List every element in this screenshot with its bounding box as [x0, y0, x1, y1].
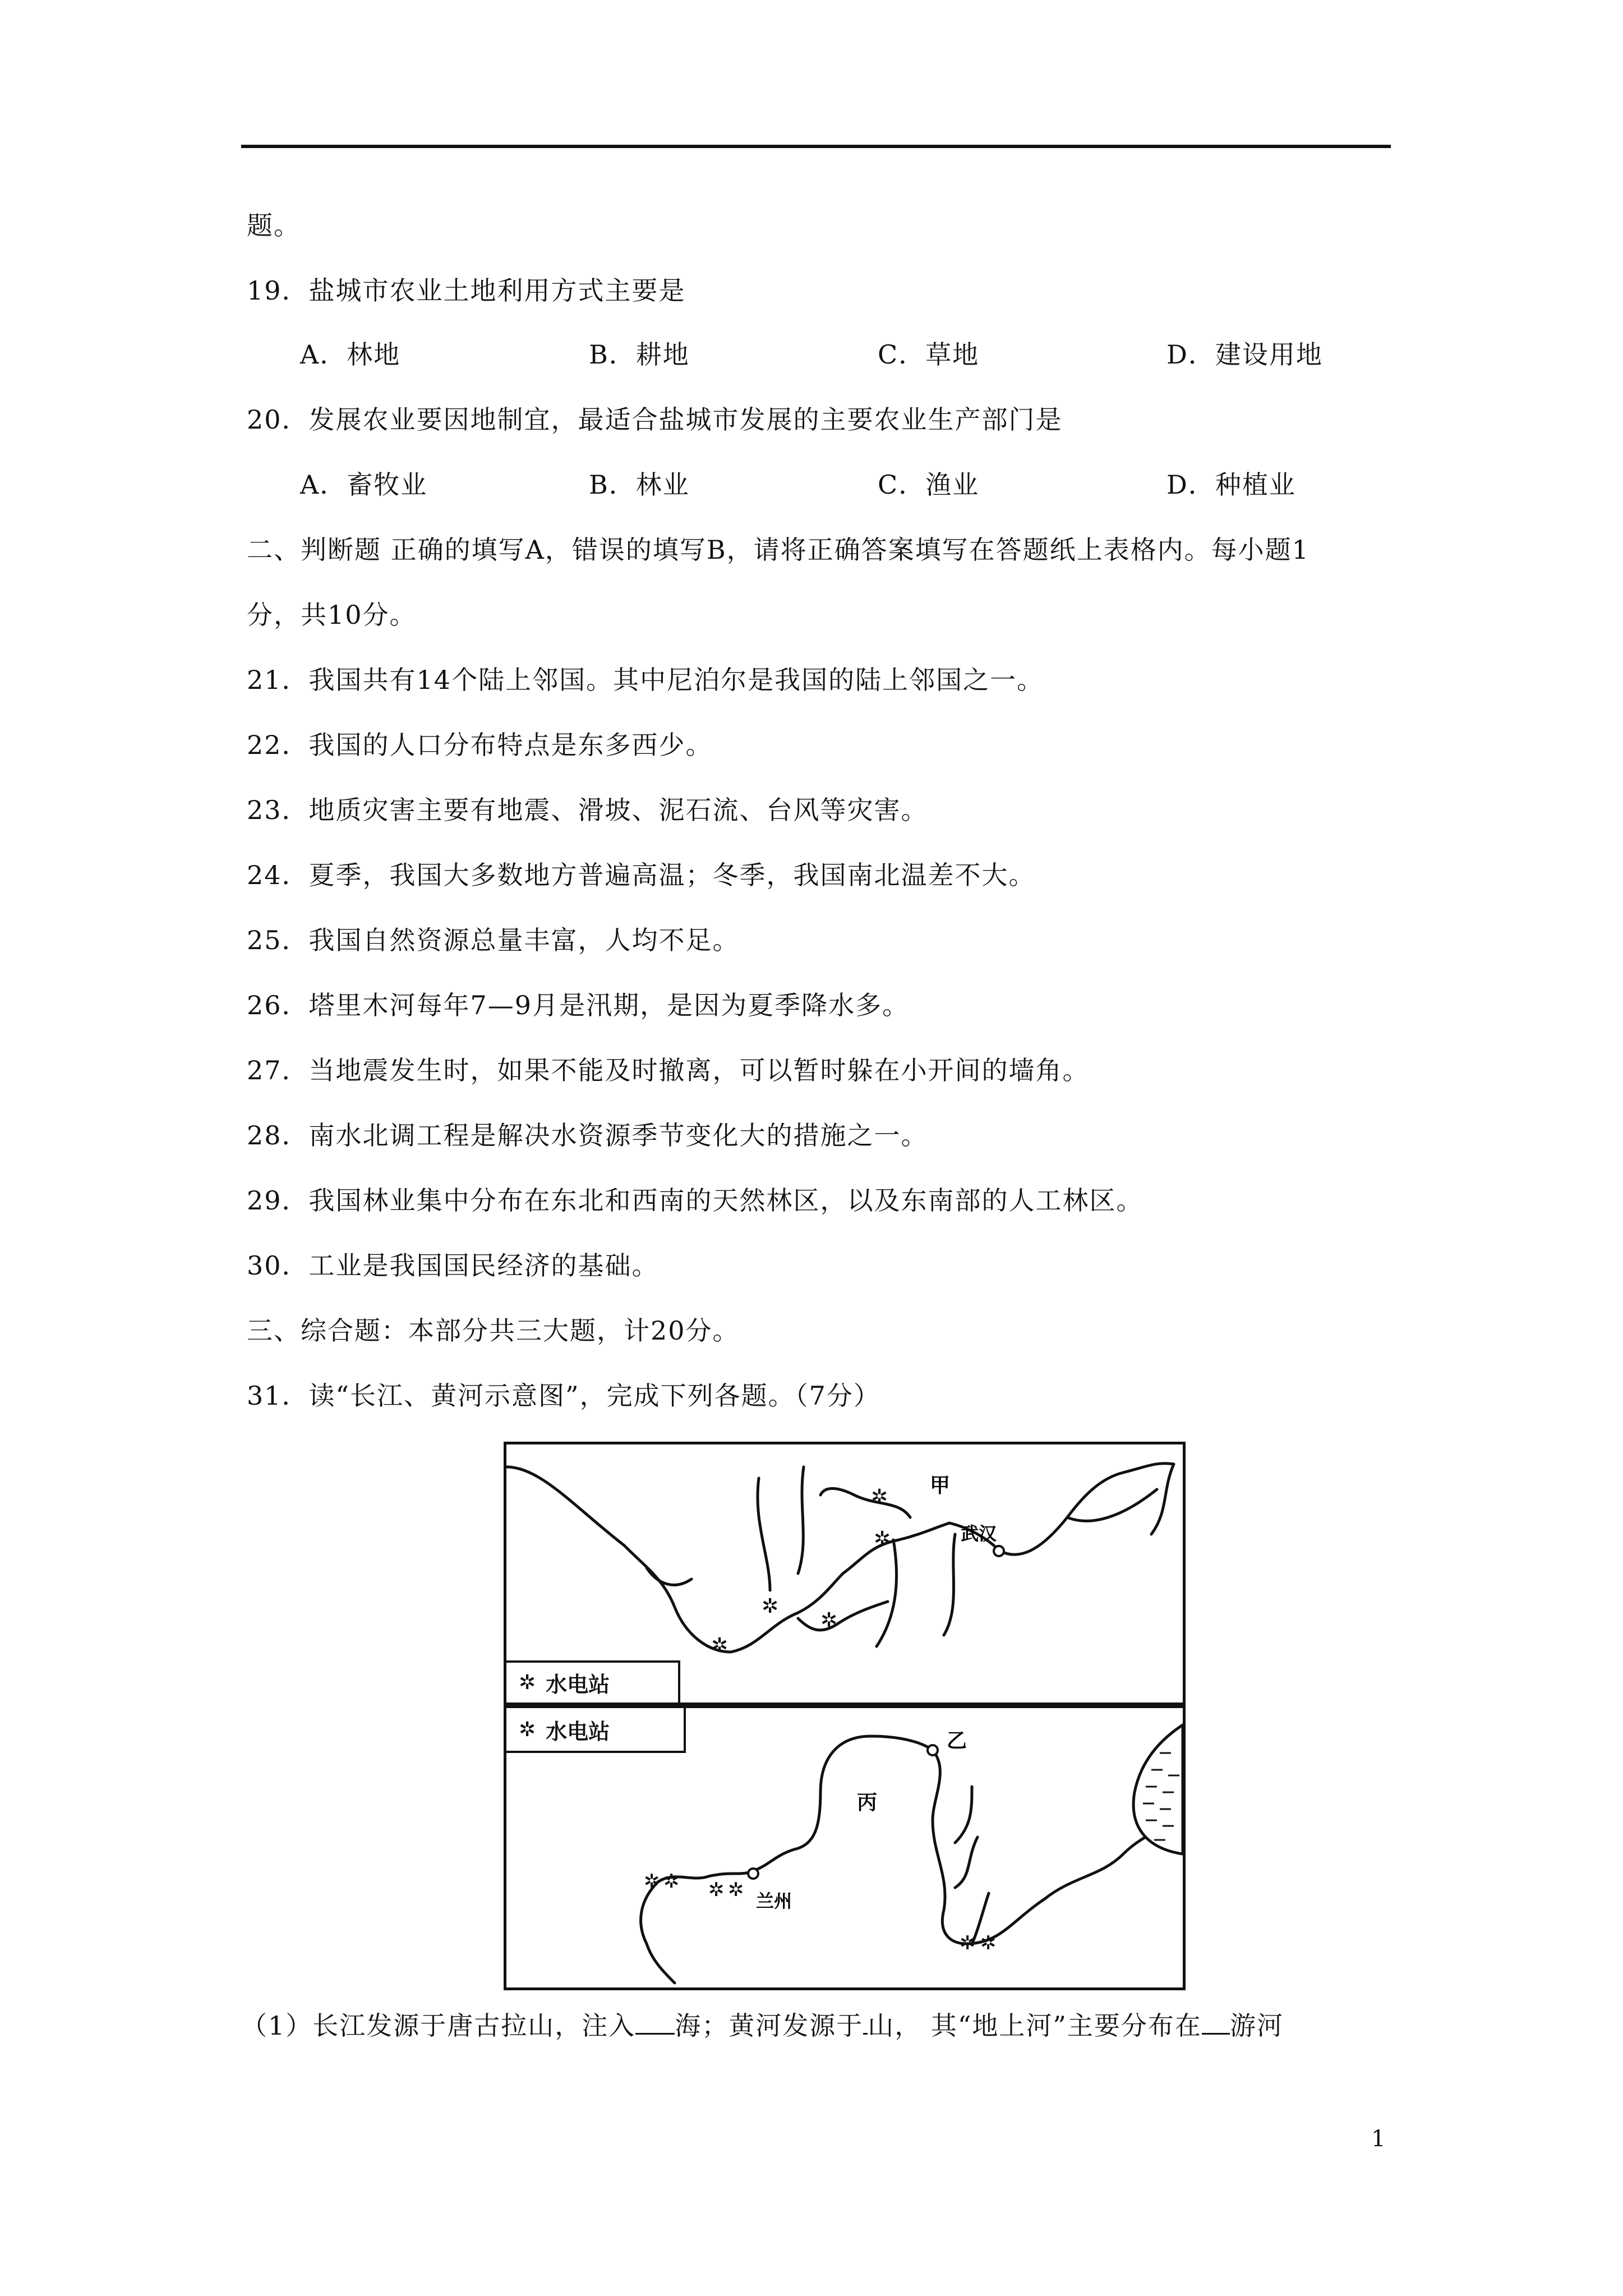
q19-option-a: A．林地	[300, 339, 401, 370]
yangtze-river-map	[504, 1442, 1186, 1705]
city-marker-icon	[748, 1869, 758, 1879]
q31-1-text-d: 游河	[1229, 2010, 1284, 2041]
point-marker-icon	[928, 1745, 938, 1755]
question-31-1	[241, 2008, 1284, 2042]
hydropower-station-icon: ✲	[874, 1527, 891, 1550]
continued-text: 题。	[247, 210, 301, 241]
judgment-24: 24．夏季，我国大多数地方普遍高温；冬季，我国南北温差不大。	[247, 860, 1036, 890]
judgment-22: 22．我国的人口分布特点是东多西少。	[247, 730, 713, 760]
map-label-yi: 乙	[947, 1729, 967, 1752]
hydropower-station-icon: ✲	[960, 1932, 976, 1954]
page-number: 1	[1371, 2126, 1386, 2152]
q19-option-d: D．建设用地	[1166, 339, 1323, 370]
map-label-lanzhou: 兰州	[756, 1890, 792, 1912]
q31-1-text-c: 山， 其“地上河”主要分布在	[868, 2010, 1202, 2041]
yellow-river-map	[504, 1705, 1186, 1990]
hydropower-station-icon: ✲	[519, 1718, 536, 1741]
hydropower-station-icon: ✲	[871, 1485, 888, 1508]
question-31: 31．读“长江、黄河示意图”，完成下列各题。（7分）	[247, 1381, 880, 1411]
city-marker-icon	[994, 1546, 1004, 1556]
map-label-jia: 甲	[930, 1474, 951, 1497]
judgment-25: 25．我国自然资源总量丰富，人均不足。	[247, 925, 740, 955]
q19-option-b: B．耕地	[589, 339, 690, 370]
q19-option-c: C．草地	[878, 339, 980, 370]
hydropower-station-icon: ✲	[663, 1870, 680, 1893]
hydropower-station-icon: ✲	[644, 1870, 660, 1893]
answer-blank[interactable]	[635, 2008, 675, 2035]
section-3-heading: 三、综合题：本部分共三大题，计20分。	[247, 1315, 740, 1346]
map-legend	[506, 1708, 686, 1753]
q20-option-a: A．畜牧业	[300, 470, 428, 500]
legend-label: 水电站	[546, 1672, 610, 1697]
hydropower-station-icon: ✲	[980, 1932, 997, 1954]
hydropower-station-icon: ✲	[711, 1634, 728, 1657]
section-2-heading-cont: 分，共10分。	[247, 600, 417, 630]
q20-option-d: D．种植业	[1166, 470, 1296, 500]
judgment-26: 26．塔里木河每年7—9月是汛期，是因为夏季降水多。	[247, 990, 910, 1020]
judgment-23: 23．地质灾害主要有地震、滑坡、泥石流、台风等灾害。	[247, 795, 928, 825]
hydropower-station-icon: ✲	[519, 1671, 536, 1694]
map-label-bing: 丙	[857, 1791, 878, 1814]
section-2-heading: 二、判断题 正确的填写A，错误的填写B，请将正确答案填写在答题纸上表格内。每小题1	[247, 535, 1310, 565]
answer-blank[interactable]	[1202, 2008, 1230, 2035]
q20-option-c: C．渔业	[878, 470, 980, 500]
q31-1-text-b: 海；黄河发源于	[675, 2010, 864, 2041]
hydropower-station-icon: ✲	[762, 1595, 779, 1618]
judgment-27: 27．当地震发生时，如果不能及时撤离，可以暂时躲在小开间的墙角。	[247, 1055, 1090, 1085]
question-19: 19．盐城市农业土地利用方式主要是	[247, 275, 686, 306]
hydropower-station-icon: ✲	[708, 1879, 725, 1901]
judgment-28: 28．南水北调工程是解决水资源季节变化大的措施之一。	[247, 1120, 928, 1151]
map-label-wuhan: 武汉	[961, 1523, 997, 1544]
sea-area	[1133, 1725, 1183, 1854]
hydropower-station-icon: ✲	[820, 1609, 838, 1632]
judgment-21: 21．我国共有14个陆上邻国。其中尼泊尔是我国的陆上邻国之一。	[247, 665, 1044, 695]
question-20: 20．发展农业要因地制宜，最适合盐城市发展的主要农业生产部门是	[247, 404, 1063, 435]
legend-label: 水电站	[546, 1719, 610, 1744]
q31-1-text-a: （1）长江发源于唐古拉山，注入	[241, 2010, 636, 2041]
q20-option-b: B．林业	[589, 470, 690, 500]
judgment-30: 30．工业是我国国民经济的基础。	[247, 1250, 659, 1281]
header-rule	[241, 145, 1391, 148]
hydropower-station-icon: ✲	[728, 1879, 744, 1901]
judgment-29: 29．我国林业集中分布在东北和西南的天然林区，以及东南部的人工林区。	[247, 1185, 1144, 1216]
map-legend	[506, 1660, 680, 1703]
